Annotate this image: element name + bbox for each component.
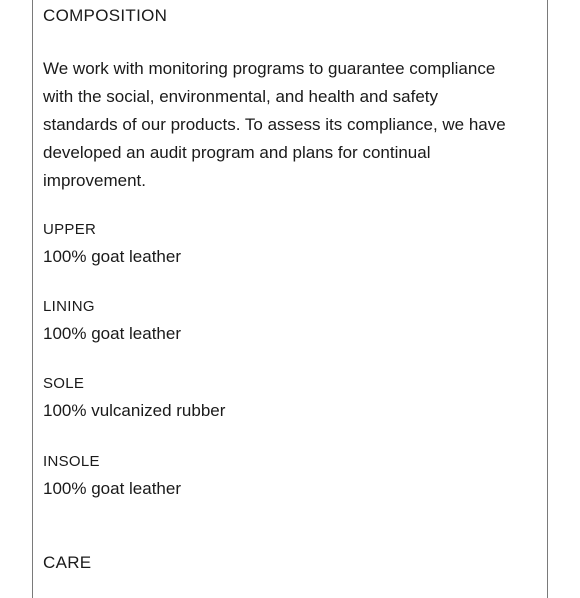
composition-heading: COMPOSITION <box>43 6 168 25</box>
composition-value: 100% goat leather <box>43 324 181 343</box>
composition-value: 100% goat leather <box>43 479 181 498</box>
composition-label: SOLE <box>43 375 85 392</box>
composition-label: LINING <box>43 298 95 315</box>
composition-value: 100% vulcanized rubber <box>43 401 226 420</box>
composition-description: We work with monitoring programs to guarantee compliance with the social, environmental, and health and safety standards of our products. To assess its compliance, we have developed an audit program and plans for continual improvement. <box>43 59 506 190</box>
composition-label: INSOLE <box>43 453 100 470</box>
composition-value: 100% goat leather <box>43 247 181 266</box>
composition-label: UPPER <box>43 221 97 238</box>
care-heading: CARE <box>43 553 92 572</box>
